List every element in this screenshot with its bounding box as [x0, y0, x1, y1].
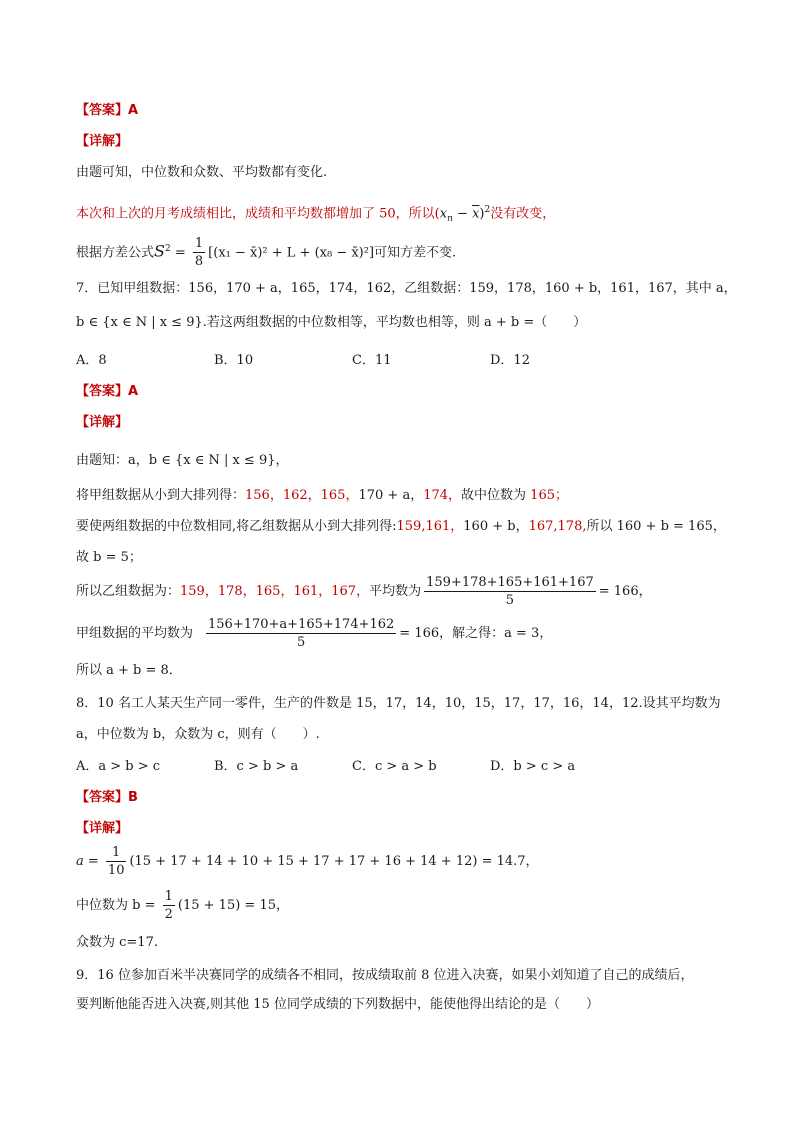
detail-label-q8: 【详解】 — [76, 821, 129, 836]
option-a: A．8 — [76, 353, 107, 368]
option-c: C．11 — [352, 353, 392, 368]
option-b: B．10 — [214, 353, 254, 368]
detail-line: 故 b = 5； — [76, 550, 142, 565]
detail-line: 所以乙组数据为：159，178，165，161，167，平均数为 $\frac{159+178+165+161+167}{5}$ = 166， — [76, 575, 652, 608]
option-c: C．c > a > b — [352, 759, 437, 774]
detail-label-q6: 【详解】 — [76, 134, 129, 149]
question-stem-q8: a，中位数为 b，众数为 c，则有（ ）. — [76, 727, 320, 742]
fraction: $\frac{156+170+a+165+174+162}{5}$ — [208, 617, 395, 650]
detail-line: 本次和上次的月考成绩相比，成绩和平均数都增加了 50，所以$(x_n - \overline{x})^2$没有改变， — [76, 205, 556, 224]
question-stem-q8: 8．10 名工人某天生产同一零件，生产的件数是 15，17，14，10，15，17，17，16，14，12.设其平均数为 — [76, 696, 721, 711]
option-d: D．12 — [490, 353, 530, 368]
detail-line: 由题可知，中位数和众数、平均数都有变化. — [76, 165, 328, 180]
detail-line: 所以 a + b = 8． — [76, 663, 182, 678]
answer-value: A — [128, 103, 139, 118]
answer-line-q6 — [76, 102, 138, 120]
detail-line: a = $\frac{1}{10}$ (15 + 17 + 14 + 10 + 15 + 17 + 17 + 16 + 14 + 12) = 14.7， — [76, 845, 539, 878]
answer-line-q8: 【答案】B — [76, 790, 138, 805]
option-a: A．a > b > c — [76, 759, 161, 774]
question-stem-q9: 9．16 位参加百米半决赛同学的成绩各不相同，按成绩取前 8 位进入决赛，如果小刘知道了自己的成绩后， — [76, 968, 694, 983]
fraction: $\frac{1}{10}$ — [107, 845, 125, 878]
question-stem-q7: 7．已知甲组数据：156，170 + a，165，174，162，乙组数据：159，178，160 + b，161，167，其中 a， — [76, 281, 737, 296]
option-d: D．b > c > a — [490, 759, 576, 774]
detail-line: 众数为 c=17. — [76, 935, 158, 950]
variance-formula-line: 根据方差公式$S^2$ = $\frac{1}{8}$ [(x₁ − x̄)² + L + (x₈ − x̄)²]可知方差不变. — [76, 236, 457, 270]
question-stem-q9: 要判断他能否进入决赛,则其他 15 位同学成绩的下列数据中，能使他得出结论的是（ ） — [76, 997, 599, 1012]
fraction: $\frac{159+178+165+161+167}{5}$ — [426, 575, 594, 608]
option-b: B．c > b > a — [214, 759, 299, 774]
detail-line: 由题知：a，b ∈ {x ∈ N | x ≤ 9}， — [76, 453, 289, 468]
detail-line: 将甲组数据从小到大排列得：156，162，165，170 + a，174，故中位数为 165； — [76, 488, 568, 503]
detail-label-q7: 【详解】 — [76, 415, 129, 430]
detail-line: 甲组数据的平均数为 $\frac{156+170+a+165+174+162}{5}$ = 166，解之得：a = 3， — [76, 617, 553, 650]
fraction: $\frac{1}{8}$ — [194, 236, 204, 270]
detail-line: 中位数为 b = $\frac{1}{2}$ (15 + 15) = 15， — [76, 889, 289, 922]
fraction: $\frac{1}{2}$ — [164, 889, 173, 922]
answer-line-q7: 【答案】A — [76, 384, 139, 399]
question-stem-q7: b ∈ {x ∈ N | x ≤ 9}.若这两组数据的中位数相等，平均数也相等，则 a + b =（ ） — [76, 315, 587, 330]
answer-label: 【答案】 — [76, 103, 129, 118]
detail-line: 要使两组数据的中位数相同,将乙组数据从小到大排列得:159,161，160 + b，167,178,所以 160 + b = 165， — [76, 519, 726, 534]
